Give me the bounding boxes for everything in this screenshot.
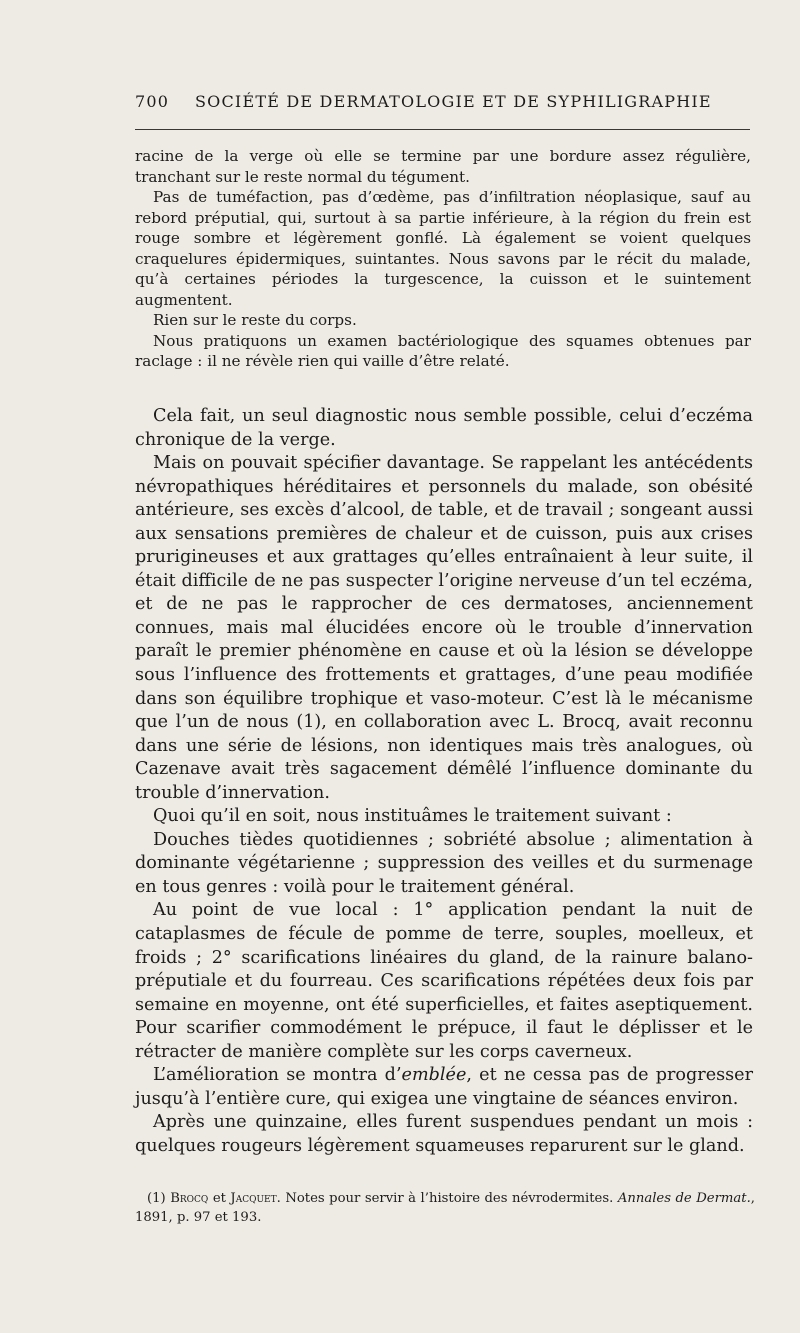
- paragraph: [135, 1064, 753, 1111]
- footnote: [135, 1190, 755, 1227]
- text-run: , et ne cessa pas de progresser jusqu’à l’entière cure, qui exigea une vingtaine de séances environ.: [135, 1065, 753, 1109]
- paragraph: Nous pratiquons un examen bactériologique des squames obtenues par raclage : il ne révèle rien qui vaille d’être relaté.: [135, 331, 751, 370]
- paragraph: Cela fait, un seul diagnostic nous semble possible, celui d’eczéma chronique de la verge.: [135, 406, 753, 450]
- main-text: [135, 405, 753, 1159]
- text-run: . Notes pour servir à l’histoire des névrodermites.: [276, 1191, 614, 1206]
- paragraph: Quoi qu’il en soit, nous instituâmes le traitement suivant :: [153, 806, 672, 827]
- text-run: L’amélioration se montra d’: [153, 1065, 402, 1086]
- text-run: et: [212, 1191, 226, 1206]
- author-name: Jacquet: [230, 1191, 277, 1206]
- italic-word: emblée: [401, 1065, 467, 1086]
- paragraph: Pas de tuméfaction, pas d’œdème, pas d’infiltration néoplasique, sauf au rebord préputial, qui, surtout à sa partie inférieure, à la région du frein est rouge sombre et légèrement gonflé. Là également se voient quelques craquelures épidermiques, suintantes. Nous savons par le récit du malade, qu’à certaines périodes la turgescence, la cuisson et le suintement augmentent.: [135, 188, 751, 309]
- text-run: , 1891, p. 97 et 193.: [135, 1191, 755, 1225]
- paragraph: racine de la verge où elle se termine par une bordure assez régulière, tranchant sur le reste normal du tégument.: [135, 147, 751, 186]
- paragraph: Mais on pouvait spécifier davantage. Se rappelant les antécédents névropathiques héréditaires et personnels du malade, son obésité antérieure, ses excès d’alcool, de table, et de travail ; songeant aussi aux sensations premières de chaleur et de cuisson, puis aux crises prurigineuses et aux grattages qu’elles entraînaient à leur suite, il était difficile de ne pas suspecter l’origine nerveuse d’un tel eczéma, et de ne pas le rapprocher de ces dermatoses, anciennement connues, mais mal élucidées encore où le trouble d’innervation paraît le premier phénomène en cause et où la lésion se développe sous l’influence des frottements et grattages, d’une peau modifiée dans son équilibre trophique et vaso-moteur. C’est là le mécanisme que l’un de nous (1), en collaboration avec L. Brocq, avait reconnu dans une série de lésions, non identiques mais très analogues, où Cazenave avait très sagacement démêlé l’influence dominante du trouble d’innervation.: [135, 453, 753, 803]
- running-title: SOCIÉTÉ DE DERMATOLOGIE ET DE SYPHILIGRAPHIE: [195, 92, 712, 111]
- author-name: Brocq: [170, 1191, 209, 1206]
- footnote-marker: (1): [147, 1191, 166, 1206]
- paragraph: Douches tièdes quotidiennes ; sobriété absolue ; alimentation à dominante végétarienne ; suppression des veilles et du surmenage en tous genres : voilà pour le traitement général.: [135, 829, 753, 897]
- header-rule: [135, 129, 750, 130]
- paragraph: Rien sur le reste du corps.: [153, 311, 357, 329]
- paragraph: Au point de vue local : 1° application pendant la nuit de cataplasmes de fécule de pomme de terre, souples, moelleux, et froids ; 2° scarifications linéaires du gland, de la rainure balano-préputiale et du fourreau. Ces scarifications répétées deux fois par semaine en moyenne, ont été superficielles, et faites aseptiquement. Pour scarifier commodément le prépuce, il faut le déplisser et le rétracter de manière complète sur les corps caverneux.: [135, 900, 753, 1062]
- journal-title: Annales de Dermat.: [617, 1191, 751, 1206]
- page-number: 700: [135, 92, 170, 111]
- running-header: [135, 92, 750, 116]
- case-description: [135, 146, 751, 372]
- paragraph: Après une quinzaine, elles furent suspendues pendant un mois : quelques rougeurs légèrement squameuses reparurent sur le gland.: [135, 1112, 753, 1156]
